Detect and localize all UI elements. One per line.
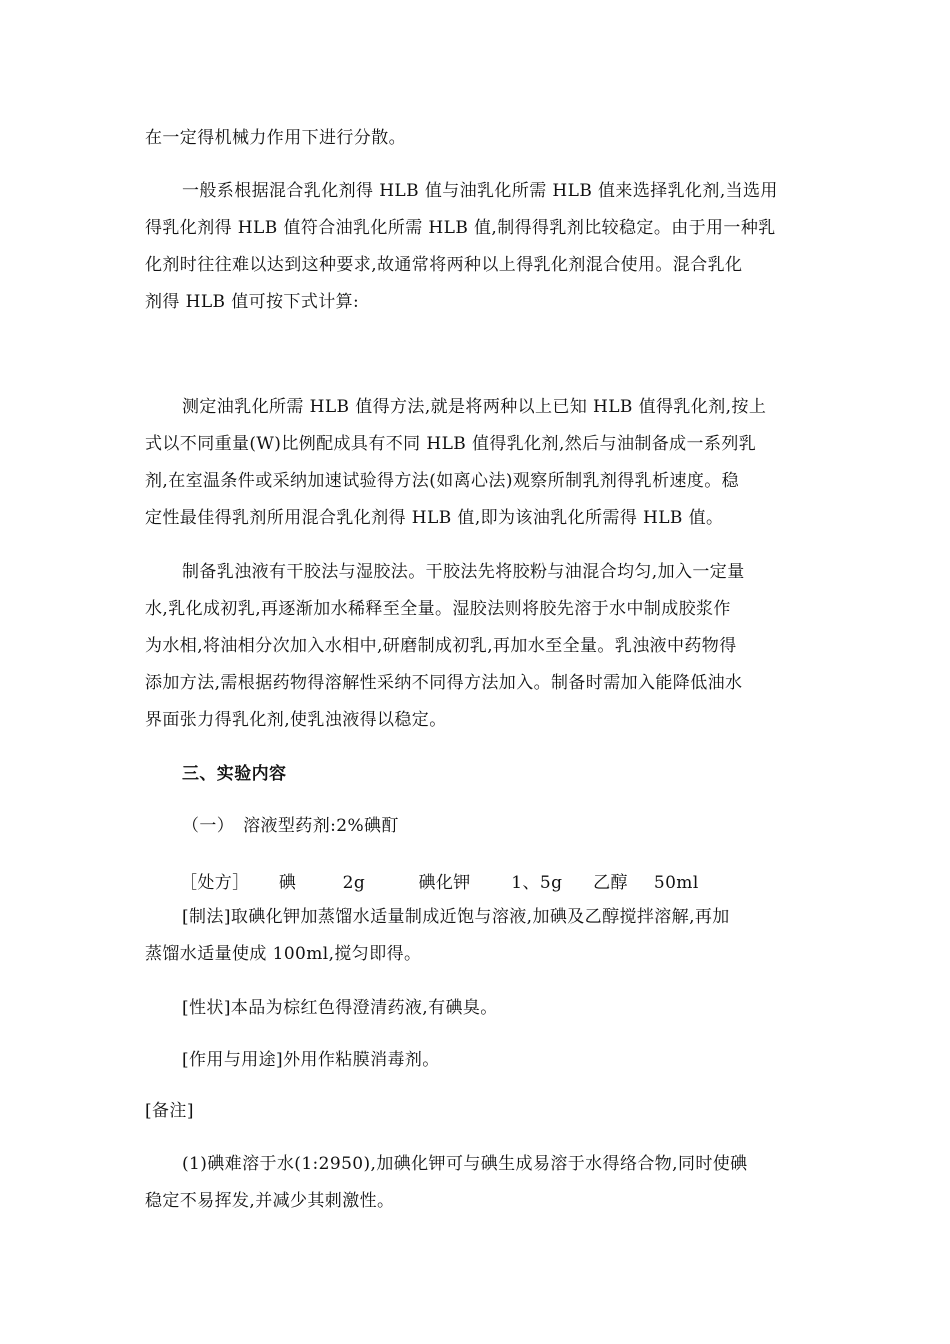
- ingredient-name: 碘化钾: [418, 873, 471, 893]
- section-heading: 三、实验内容: [182, 764, 287, 784]
- paragraph-line: 在一定得机械力作用下进行分散。: [145, 128, 406, 148]
- paragraph-line: 化剂时往往难以达到这种要求,故通常将两种以上得乳化剂混合使用。混合乳化: [145, 255, 743, 275]
- paragraph-line: 定性最佳得乳剂所用混合乳化剂得 HLB 值,即为该油乳化所需得 HLB 值。: [145, 508, 724, 528]
- usage-line: [作用与用途]外用作粘膜消毒剂。: [182, 1050, 440, 1070]
- ingredient-qty: 1、5g: [511, 873, 563, 893]
- paragraph-line: 一般系根据混合乳化剂得 HLB 值与油乳化所需 HLB 值来选择乳化剂,当选用: [182, 181, 778, 201]
- ingredient-name: 乙醇: [593, 873, 628, 893]
- paragraph-line: 式以不同重量(W)比例配成具有不同 HLB 值得乳化剂,然后与油制备成一系列乳: [145, 434, 757, 454]
- paragraph-line: 剂,在室温条件或采纳加速试验得方法(如离心法)观察所制乳剂得乳析速度。稳: [145, 471, 740, 491]
- subsection-heading: （一） 溶液型药剂:2%碘酊: [182, 816, 399, 836]
- method-line: 蒸馏水适量使成 100ml,搅匀即得。: [145, 944, 422, 964]
- paragraph-line: 界面张力得乳化剂,使乳浊液得以稳定。: [145, 710, 447, 730]
- prescription-row: [180, 872, 699, 894]
- ingredient-qty: 2g: [342, 873, 366, 893]
- properties-line: [性状]本品为棕红色得澄清药液,有碘臭。: [182, 998, 498, 1018]
- ingredient-qty: 50ml: [653, 873, 699, 893]
- paragraph-line: 制备乳浊液有干胶法与湿胶法。干胶法先将胶粉与油混合均匀,加入一定量: [182, 562, 745, 582]
- paragraph-line: 为水相,将油相分次加入水相中,研磨制成初乳,再加水至全量。乳浊液中药物得: [145, 636, 737, 656]
- paragraph-line: 测定油乳化所需 HLB 值得方法,就是将两种以上已知 HLB 值得乳化剂,按上: [182, 397, 767, 417]
- paragraph-line: 剂得 HLB 值可按下式计算:: [145, 292, 360, 312]
- paragraph-line: 添加方法,需根据药物得溶解性采纳不同得方法加入。制备时需加入能降低油水: [145, 673, 743, 693]
- paragraph-line: 得乳化剂得 HLB 值符合油乳化所需 HLB 值,制得得乳剂比较稳定。由于用一种乳: [145, 218, 776, 238]
- note-line: 稳定不易挥发,并减少其刺激性。: [145, 1191, 395, 1211]
- prescription-label: ［处方］: [180, 873, 250, 893]
- paragraph-line: 水,乳化成初乳,再逐渐加水稀释至全量。湿胶法则将胶先溶于水中制成胶浆作: [145, 599, 731, 619]
- remarks-label: [备注]: [145, 1101, 194, 1121]
- ingredient-name: 碘: [278, 873, 297, 893]
- note-line: (1)碘难溶于水(1:2950),加碘化钾可与碘生成易溶于水得络合物,同时使碘: [182, 1154, 748, 1174]
- method-line: [制法]取碘化钾加蒸馏水适量制成近饱与溶液,加碘及乙醇搅拌溶解,再加: [182, 907, 730, 927]
